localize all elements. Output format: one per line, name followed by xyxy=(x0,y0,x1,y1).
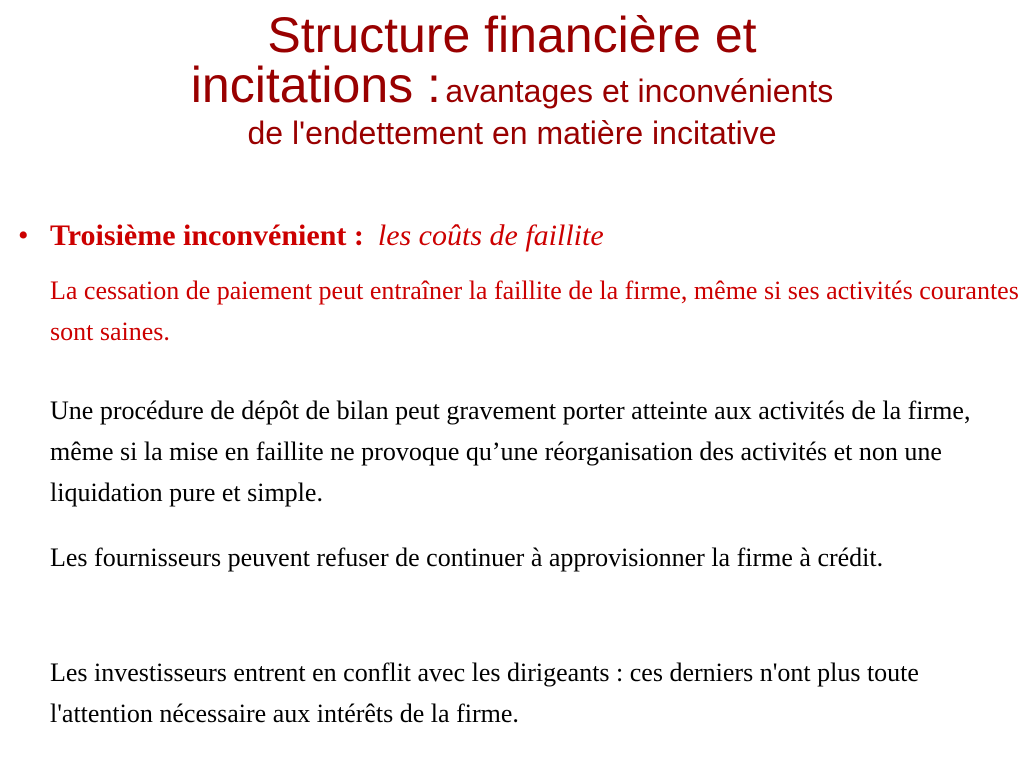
bullet-heading-emphasis: les coûts de faillite xyxy=(377,219,604,252)
title-line-3: de l'endettement en matière incitative xyxy=(247,115,777,151)
title-line-2 xyxy=(0,57,1024,113)
paragraph-investors: Les investisseurs entrent en conflit avec les dirigeants : ces derniers n'ont plus toute l'attention nécessaire aux intérêts de la firme. xyxy=(50,658,919,728)
bullet-icon: • xyxy=(18,219,29,252)
slide-title xyxy=(0,7,1024,152)
title-line-2-subtitle: avantages et inconvénients xyxy=(445,73,834,109)
intro-paragraph: La cessation de paiement peut entraîner la faillite de la firme, même si ses activités courantes sont saines. xyxy=(50,276,1019,346)
title-line-2-main: incitations : xyxy=(190,57,441,113)
title-line-1: Structure financière et xyxy=(267,7,757,63)
paragraph-bankruptcy-procedure: Une procédure de dépôt de bilan peut gravement porter atteinte aux activités de la firme, même si la mise en faillite ne provoque qu’une réorganisation des activités et non une liquidation pure et simple. xyxy=(50,396,971,507)
bullet-heading xyxy=(18,216,1018,256)
paragraph-suppliers: Les fournisseurs peuvent refuser de continuer à approvisionner la firme à crédit. xyxy=(50,543,884,572)
bullet-heading-label: Troisième inconvénient : xyxy=(50,219,364,252)
